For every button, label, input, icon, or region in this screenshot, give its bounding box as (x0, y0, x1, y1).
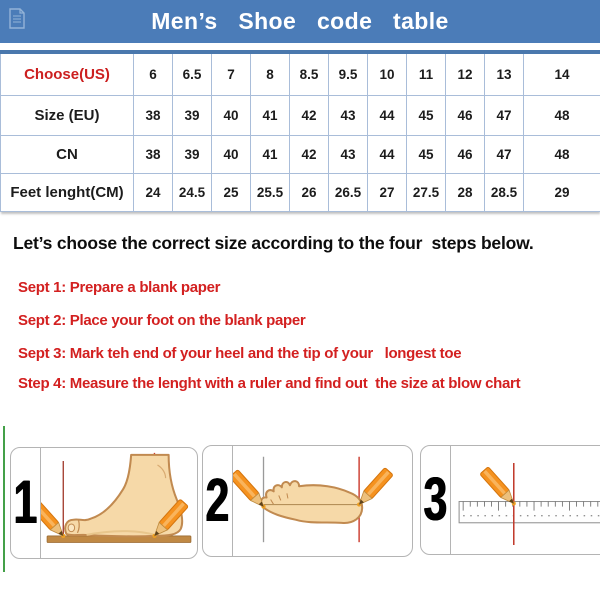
size-value-cell: 29 (524, 174, 600, 212)
size-value-cell: 40 (212, 136, 251, 174)
green-border-line (3, 426, 5, 572)
size-value-cell: 43 (329, 136, 368, 174)
size-value-cell: 28.5 (485, 174, 524, 212)
size-value-cell: 42 (290, 136, 329, 174)
size-value-cell: 26 (290, 174, 329, 212)
size-value-cell: 28 (446, 174, 485, 212)
panel-3-number: 3 (423, 465, 448, 535)
size-value-cell: 25.5 (251, 174, 290, 212)
step-2-text: Sept 2: Place your foot on the blank paper (18, 312, 306, 329)
size-value-cell: 39 (173, 96, 212, 136)
panel-step-1 (10, 447, 198, 559)
step-1-text: Sept 1: Prepare a blank paper (18, 279, 221, 296)
size-value-cell: 47 (485, 96, 524, 136)
size-value-cell: 14 (524, 52, 600, 96)
size-value-cell: 6 (134, 52, 173, 96)
row-label: Choose(US) (1, 52, 134, 96)
size-value-cell: 26.5 (329, 174, 368, 212)
size-value-cell: 46 (446, 136, 485, 174)
ruler-icon (459, 502, 600, 523)
panel-1-art (41, 448, 197, 558)
size-value-cell: 44 (368, 96, 407, 136)
size-value-cell: 27 (368, 174, 407, 212)
foot-top-shape (261, 481, 362, 523)
size-value-cell: 48 (524, 136, 600, 174)
table-row (1, 174, 600, 212)
header-bar (0, 0, 600, 43)
panel-3-number-cell (421, 446, 451, 554)
size-value-cell: 24.5 (173, 174, 212, 212)
size-value-cell: 45 (407, 96, 446, 136)
table-row (1, 96, 600, 136)
size-table-body (1, 52, 600, 212)
step-3-text: Sept 3: Mark teh end of your heel and the tip of your longest toe (18, 345, 462, 362)
size-value-cell: 9.5 (329, 52, 368, 96)
size-value-cell: 8.5 (290, 52, 329, 96)
size-value-cell: 44 (368, 136, 407, 174)
panel-step-2 (202, 445, 413, 557)
size-value-cell: 7 (212, 52, 251, 96)
panel-2-art (233, 446, 412, 556)
size-value-cell: 47 (485, 136, 524, 174)
size-value-cell: 43 (329, 96, 368, 136)
size-value-cell: 38 (134, 136, 173, 174)
size-value-cell: 12 (446, 52, 485, 96)
foot-side-view-illustration (41, 448, 197, 558)
table-row (1, 52, 600, 96)
size-value-cell: 6.5 (173, 52, 212, 96)
size-chart-section (0, 50, 600, 212)
step-4-text: Step 4: Measure the lenght with a ruler and find out the size at blow chart (18, 375, 521, 392)
size-value-cell: 10 (368, 52, 407, 96)
size-value-cell: 8 (251, 52, 290, 96)
panel-1-number: 1 (13, 468, 38, 538)
size-table (0, 50, 600, 212)
row-label: Feet lenght(CM) (1, 174, 134, 212)
size-value-cell: 48 (524, 96, 600, 136)
row-label: CN (1, 136, 134, 174)
size-value-cell: 11 (407, 52, 446, 96)
panel-2-number-cell (203, 446, 233, 556)
size-value-cell: 39 (173, 136, 212, 174)
pencil-icon (355, 468, 393, 509)
row-label: Size (EU) (1, 96, 134, 136)
page-title: Men’s Shoe code table (151, 8, 449, 34)
instructions-heading: Let’s choose the correct size according to the four steps below. (13, 233, 534, 253)
size-value-cell: 41 (251, 96, 290, 136)
panel-3-art (451, 446, 600, 554)
size-value-cell: 24 (134, 174, 173, 212)
size-value-cell: 13 (485, 52, 524, 96)
panel-step-3 (420, 445, 600, 555)
size-value-cell: 27.5 (407, 174, 446, 212)
size-value-cell: 41 (251, 136, 290, 174)
ruler-illustration (451, 446, 600, 554)
size-value-cell: 42 (290, 96, 329, 136)
toenail (68, 524, 74, 532)
pencil-icon (233, 470, 268, 511)
size-value-cell: 38 (134, 96, 173, 136)
size-value-cell: 46 (446, 96, 485, 136)
foot-top-view-illustration (233, 446, 412, 556)
panel-2-number: 2 (205, 466, 230, 536)
size-value-cell: 40 (212, 96, 251, 136)
table-row (1, 136, 600, 174)
size-value-cell: 25 (212, 174, 251, 212)
size-value-cell: 45 (407, 136, 446, 174)
panel-1-number-cell (11, 448, 41, 558)
document-icon (9, 8, 25, 29)
